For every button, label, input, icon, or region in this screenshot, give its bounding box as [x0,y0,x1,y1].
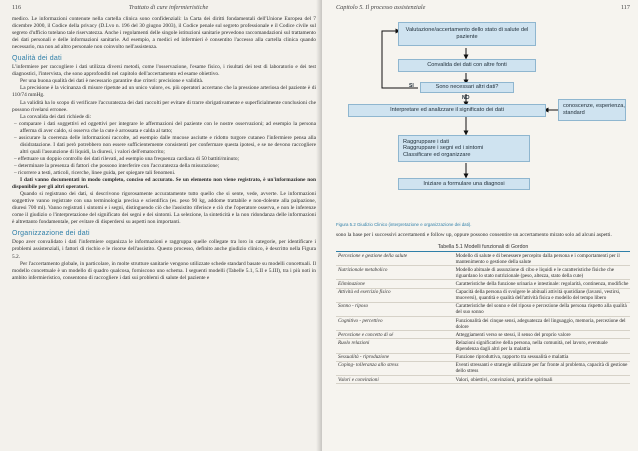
table-cell-key: Valori e convinzioni [338,376,379,383]
table-cell-key: Sonno - riposo [338,303,368,310]
flow-box-conoscenze: conoscenze, esperienza, standard [558,99,626,121]
right-page-number: 117 [620,4,630,11]
right-running-head [336,4,630,11]
flow-box-raggruppare-line: Raggruppare i dati [403,138,450,145]
table-row [336,252,630,266]
table-caption: Tabella 5.1 Modelli funzionali di Gordon [437,244,529,251]
left-running-head [12,4,316,11]
intro-paragraph: medico. Le informazioni contenute nella cartella clinica sono confidenziali: la Carta dei diritti fondamentali dell'Unione Europea del 7 dicembre 2000, il Codice della privacy (D.Lvo n. 196 del 30 giugno 2003), il Codice penale sul segreto professionale e il Codice civile sul segreto d'ufficio tutelano tale riservatezza. Anche i regolamenti delle singole istituzioni sanitarie prevedono raccomandazioni sul trattamento dei dati personali e delle informazioni sanitarie. Ad esempio, a medici ed infermieri è consentito l'accesso alla cartella clinica quando necessario, ma non ad altro personale non coinvolto nell'assistenza. [12,16,316,51]
table-cell-key: Attività ed esercizio fisico [338,289,391,296]
table-cell-value: Funzionalità dei cinque sensi, adeguatezza del linguaggio, memoria, percezione del dolore [455,317,626,330]
table-cell-key: Percezione e concetto di sé [338,331,394,338]
left-page-number: 116 [12,4,22,11]
list-item: – ricorrere a testi, articoli, ricerche, linee guida, per spiegare tali fenomeni. [14,169,176,176]
table-row [336,316,630,330]
table-cell-value: Eventi stressanti e strategie utilizzate per far fronte al problema, capacità di gestione dello stress [455,362,628,375]
table-row [336,331,630,339]
right-running-title: Capitolo 5. Il processo assistenziale [336,4,426,11]
table-cell-value: Valori, obiettivi, convinzioni, pratiche spirituali [455,376,553,383]
paragraph: sono la base per i successivi accertamenti e follow up, oppure possono consentire un accertamento mirato solo ad alcuni aspetti. [336,232,612,238]
figure-caption-text: Giudizio Clinico (interpretazione e organizzazione dei dati). [357,222,472,227]
list-item: – assicurare la coerenza delle informazioni raccolte, ad esempio dalle mucose asciutte e ridotto turgore cutaneo l'infermiere pensa alla disidratazione. I dati però potrebbero non essere sufficientemente consistenti per confermare questa ipotesi, e se ne devono raccogliere altri quali l'assunzione di liquidi, la diuresi, i valori dell'ematocrito; [14,134,316,155]
table-cell-value: Funzione riproduttiva, rapporto tra sessualità e malattia [455,354,569,361]
flow-box-valutazione: Valutazione/accertamento dello stato di salute del paziente [398,22,536,46]
table-cell-value: Atteggiamenti verso se stessi, il senso del proprio valore [455,331,571,338]
table-cell-value: Caratteristiche della funzione urinaria e intestinale: regolarità, continenza, modifiche [455,281,629,288]
paragraph: Quando si registrano dei dati, si descrivono rigorosamente accuratamente tutto quello che si sente, vede, avverte. Le informazioni soggettive vanno registrate con una terminologia precisa e scientifica (es. peso 90 kg, addome trattabile e non-dolente alla palpazione, diuresi 700 ml). Vanno registrati i sintomi e i segni, distinguendo ciò che l'assistito riferisce e ciò che l'operatore osserva, e non le inferenze come il giudizio o l'interpretazione del significato dei segni e dei sintomi. La selezione, la sinteticità e la non ridondanza delle informazioni è altrettanto fondamentale, per evitare di disperdersi su aspetti non importanti. [12,191,316,226]
table-row [336,375,630,383]
paragraph: La validità ha lo scopo di verificare l'accuratezza dei dati raccolti per evitare di trarre sbrigativamente e superficialmente conclusioni che possono rivelarsi erronee. [12,99,316,113]
figure-caption [336,222,471,227]
paragraph: L'infermiere per raccogliere i dati utilizza diversi metodi, come l'osservazione, l'esame fisico, i risultati dei test di laboratorio e dei test diagnostici, l'intervista, che sono approfonditi nel capitolo dell'accertamento ed esame obiettivo. [12,64,316,78]
flowchart-giudizio-clinico [336,16,636,228]
flow-label-no: NO [462,95,470,101]
table-row [336,302,630,316]
gordon-table [336,251,630,384]
paragraph: Dopo aver convalidato i dati l'infermiere organizza le informazioni e raggruppa quelle collegate tra loro in categorie, per identificare i problemi assistenziali, i fattori di rischio e le risorse dell'assistito. Questo processo, definito anche giudizio clinico, è descritto nella Figura 5.2. [12,239,316,260]
figure-caption-label: Figura 5.2 [336,222,356,227]
table-cell-value: Relazioni significative della persona, nella comunità, nel lavoro, eventuale dipendenza dagli altri per la malattia [455,339,608,352]
list-item: – comparare i dati soggettivi ed oggettivi per integrare le affermazioni del paziente con le nostre osservazioni; ad esempio la persona afferma di aver caldo, si osserva che la cute è arrossata e calda al tatto; [14,120,316,134]
table-cell-value: Modello abituale di assunzione di cibo e liquidi e le caratteristiche fisiche che riguardano lo stato nutrizionale (peso, altezza, stato della cute) [455,266,615,279]
left-body [12,16,316,282]
table-row [336,361,630,375]
table-row [336,353,630,361]
paragraph: Per l'accertamento globale, in particolare, in molte strutture sanitarie vengono utilizzate schede standard basate su modelli concettuali. Il modello concettuale è un modello di quadro qualcosa, forniscono uno schema. I seguenti modelli (Tabelle 5.1, 5.II e 5.III), tra i più noti in ambito infermieristico, consentono di raccogliere i dati sui problemi di salute del paziente e [12,260,316,281]
flow-box-raggruppare-line: Raggruppare i segni ed i sintomi [403,145,484,152]
flow-box-diagnosi: Iniziare a formulare una diagnosi [398,178,530,190]
table-cell-key: Sessualità - riproduzione [338,354,390,361]
table-cell-value: Caratteristiche del sonno e del riposo e percezione della persona rispetto alla qualità del suo sonno [455,303,627,316]
table-row [336,280,630,288]
flow-box-raggruppare-line: Classificare ed organizzare [403,151,471,158]
table-cell-value: Capacità della persona di svolgere le abituali attività quotidiane (lavarsi, vestirsi, muoversi), quantità e qualità dell'attività fisica e modello del tempo libero [455,289,621,302]
table-row [336,266,630,280]
list-item: – determinare la presenza di fattori che possono interferire con l'accuratezza della misurazione; [14,162,220,169]
left-running-title: Trattato di cure infermieristiche [128,4,209,11]
paragraph: La precisione è la vicinanza di misure ripetute ad un unico valore, es. più operatori accertano che la pressione arteriosa del paziente è di 110/74 mmHg. [12,85,316,99]
table-cell-key: Coping- tolleranza allo stress [338,362,399,369]
table-row [336,339,630,353]
table-cell-key: Percezione e gestione della salute [338,252,408,259]
flow-label-yes: SI [409,83,414,89]
flow-box-convalida: Convalida dei dati con altre fonti [398,59,536,72]
flow-box-interpretare: Interpretare ed analizzare il significato dei dati [348,104,546,117]
right-body [336,232,630,239]
paragraph-emphasis: I dati vanno documentati in modo completo, conciso ed accurato. Se un elemento non viene registrato, è un'informazione non disponibile per gli altri operatori. [12,177,316,191]
paragraph: La convalida dei dati richiede di: [20,113,92,120]
flow-box-raggruppare [398,135,530,162]
right-page [322,0,638,451]
section-heading-organizzazione: Organizzazione dei dati [12,230,90,238]
table-cell-key: Cognitivo - percettivo [338,317,383,324]
list-item: – effettuare un doppio controllo dei dati rilevati, ad esempio una frequenza cardiaca di 50 battiti/minuto; [14,155,240,162]
flow-box-altri-dati: Sono necessari altri dati? [420,82,514,93]
table-row [336,288,630,302]
flowchart-arrows [336,16,636,228]
paragraph: Per una buona qualità dei dati è necessario garantire due criteri: precisione e validità. [20,78,204,85]
table-cell-key: Nutrizionale metabolico [338,266,388,273]
table-cell-key: Eliminazione [338,281,365,288]
table-cell-value: Modello di salute e di benessere percepito dalla persona e i comportamenti per il mantenimento o gestione della salute [455,252,620,265]
section-heading-qualita: Qualità dei dati [12,55,62,63]
table-cell-key: Ruolo relazioni [338,339,370,346]
